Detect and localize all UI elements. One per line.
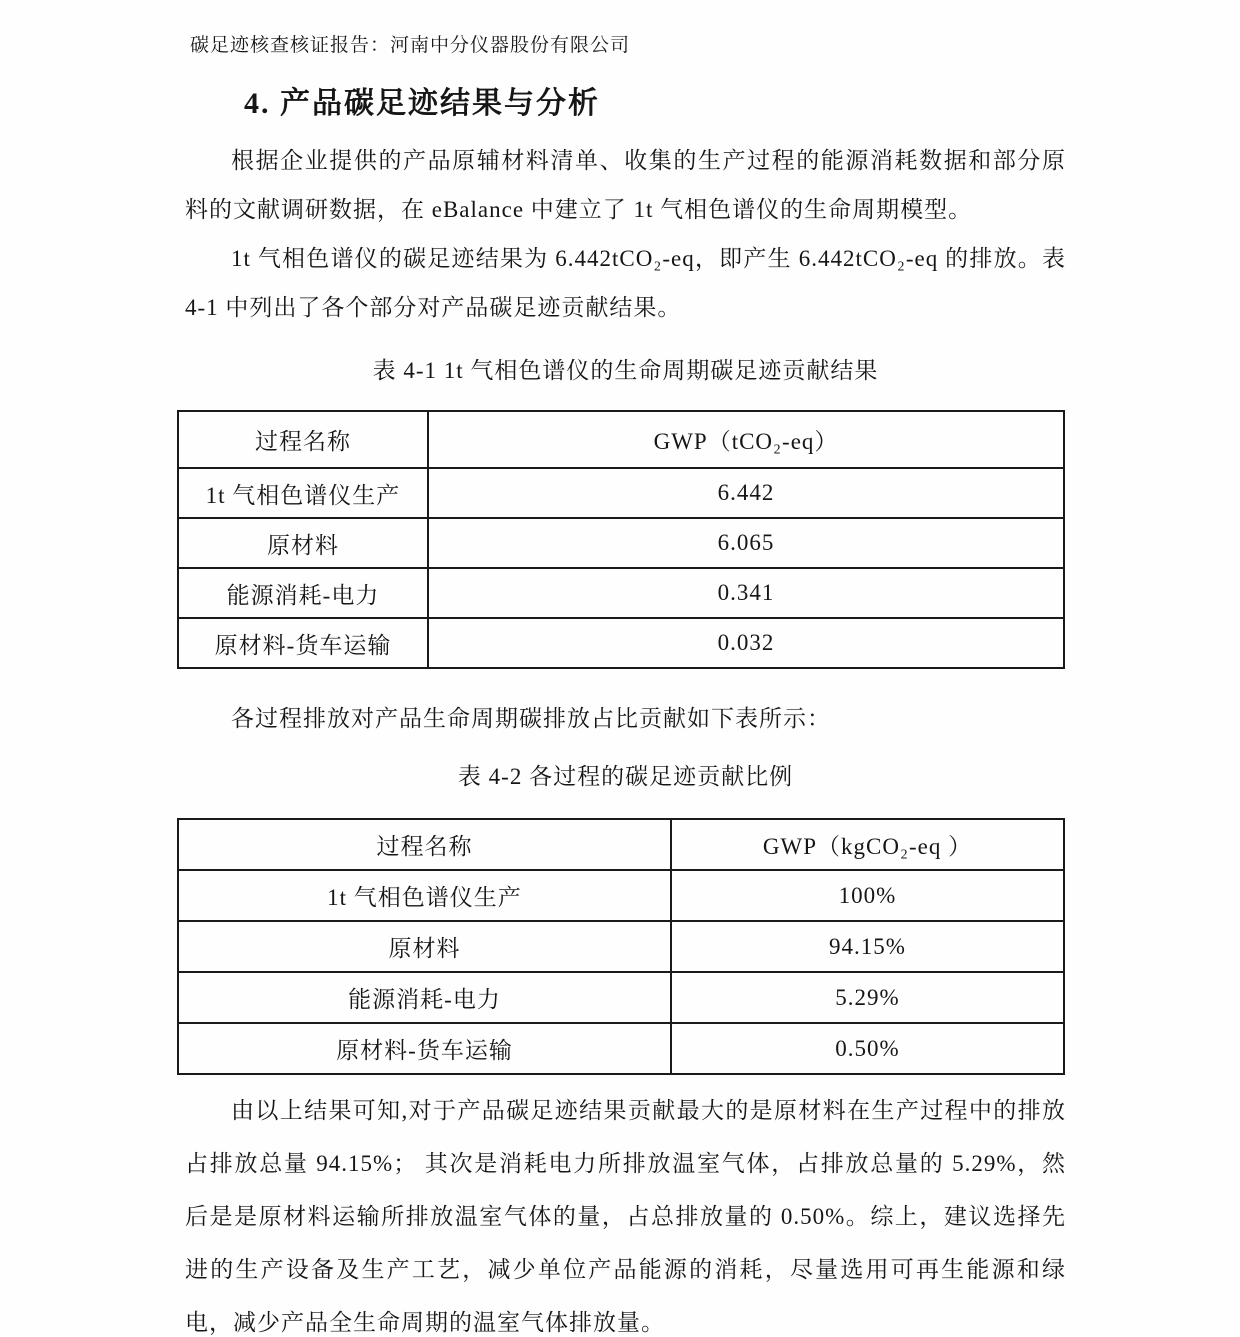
table1-value-cell: 0.341 xyxy=(428,568,1064,618)
table1-process-cell: 能源消耗-电力 xyxy=(178,568,428,618)
table-row xyxy=(178,1023,1064,1074)
intro-paragraphs xyxy=(185,136,1066,332)
paragraph-model-setup: 根据企业提供的产品原辅材料清单、收集的生产过程的能源消耗数据和部分原料的文献调研数据，在 eBalance 中建立了 1t 气相色谱仪的生命周期模型。 xyxy=(185,148,1066,222)
table1-caption: 表 4-1 1t 气相色谱仪的生命周期碳足迹贡献结果 xyxy=(372,358,879,383)
table2-value-cell: 100% xyxy=(671,870,1064,921)
table-row xyxy=(178,568,1064,618)
table2-value-cell: 94.15% xyxy=(671,921,1064,972)
table2-header-process: 过程名称 xyxy=(178,819,671,870)
table2-caption: 表 4-2 各过程的碳足迹贡献比例 xyxy=(457,764,794,789)
table-row xyxy=(178,518,1064,568)
section-title: 4. 产品碳足迹结果与分析 xyxy=(244,87,600,120)
conclusion-paragraph: 由以上结果可知,对于产品碳足迹结果贡献最大的是原材料在生产过程中的排放占排放总量 94.15%； 其次是消耗电力所排放温室气体，占排放总量的 5.29%，然后是是原材料运输所排放温室气体的量，占总排放量的 0.50%。综上，建议选择先进的生产设备及生产工艺，减少单位产品能源的消耗，尽量选用可再生能源和绿电，减少产品全生命周期的温室气体排放量。 xyxy=(185,1098,1066,1335)
paragraph-footprint-result: 1t 气相色谱仪的碳足迹结果为 6.442tCO₂-eq，即产生 6.442tCO₂-eq 的排放。表 4-1 中列出了各个部分对产品碳足迹贡献结果。 xyxy=(185,246,1066,320)
table2-process-cell: 能源消耗-电力 xyxy=(178,972,671,1023)
table-4-2 xyxy=(177,818,1065,1075)
table1-value-cell: 6.442 xyxy=(428,468,1064,518)
table1-header-gwp: GWP（tCO₂-eq） xyxy=(428,411,1064,468)
table2-process-cell: 原材料-货车运输 xyxy=(178,1023,671,1074)
table-row xyxy=(178,972,1064,1023)
table1-process-cell: 原材料-货车运输 xyxy=(178,618,428,668)
table1-header-row xyxy=(178,411,1064,468)
table-row xyxy=(178,921,1064,972)
table1-process-cell: 原材料 xyxy=(178,518,428,568)
table2-process-cell: 1t 气相色谱仪生产 xyxy=(178,870,671,921)
table1-value-cell: 6.065 xyxy=(428,518,1064,568)
table2-process-cell: 原材料 xyxy=(178,921,671,972)
table2-value-cell: 0.50% xyxy=(671,1023,1064,1074)
table1-value-cell: 0.032 xyxy=(428,618,1064,668)
table1-header-process: 过程名称 xyxy=(178,411,428,468)
table-row xyxy=(178,870,1064,921)
table-row xyxy=(178,618,1064,668)
table2-header-row xyxy=(178,819,1064,870)
table1-process-cell: 1t 气相色谱仪生产 xyxy=(178,468,428,518)
page-header: 碳足迹核查核证报告：河南中分仪器股份有限公司 xyxy=(190,35,631,56)
table-4-1 xyxy=(177,410,1065,669)
table2-header-gwp: GWP（kgCO₂-eq ） xyxy=(671,819,1064,870)
table-row xyxy=(178,468,1064,518)
paragraph-ratio-intro: 各过程排放对产品生命周期碳排放占比贡献如下表所示： xyxy=(231,706,831,731)
table2-value-cell: 5.29% xyxy=(671,972,1064,1023)
